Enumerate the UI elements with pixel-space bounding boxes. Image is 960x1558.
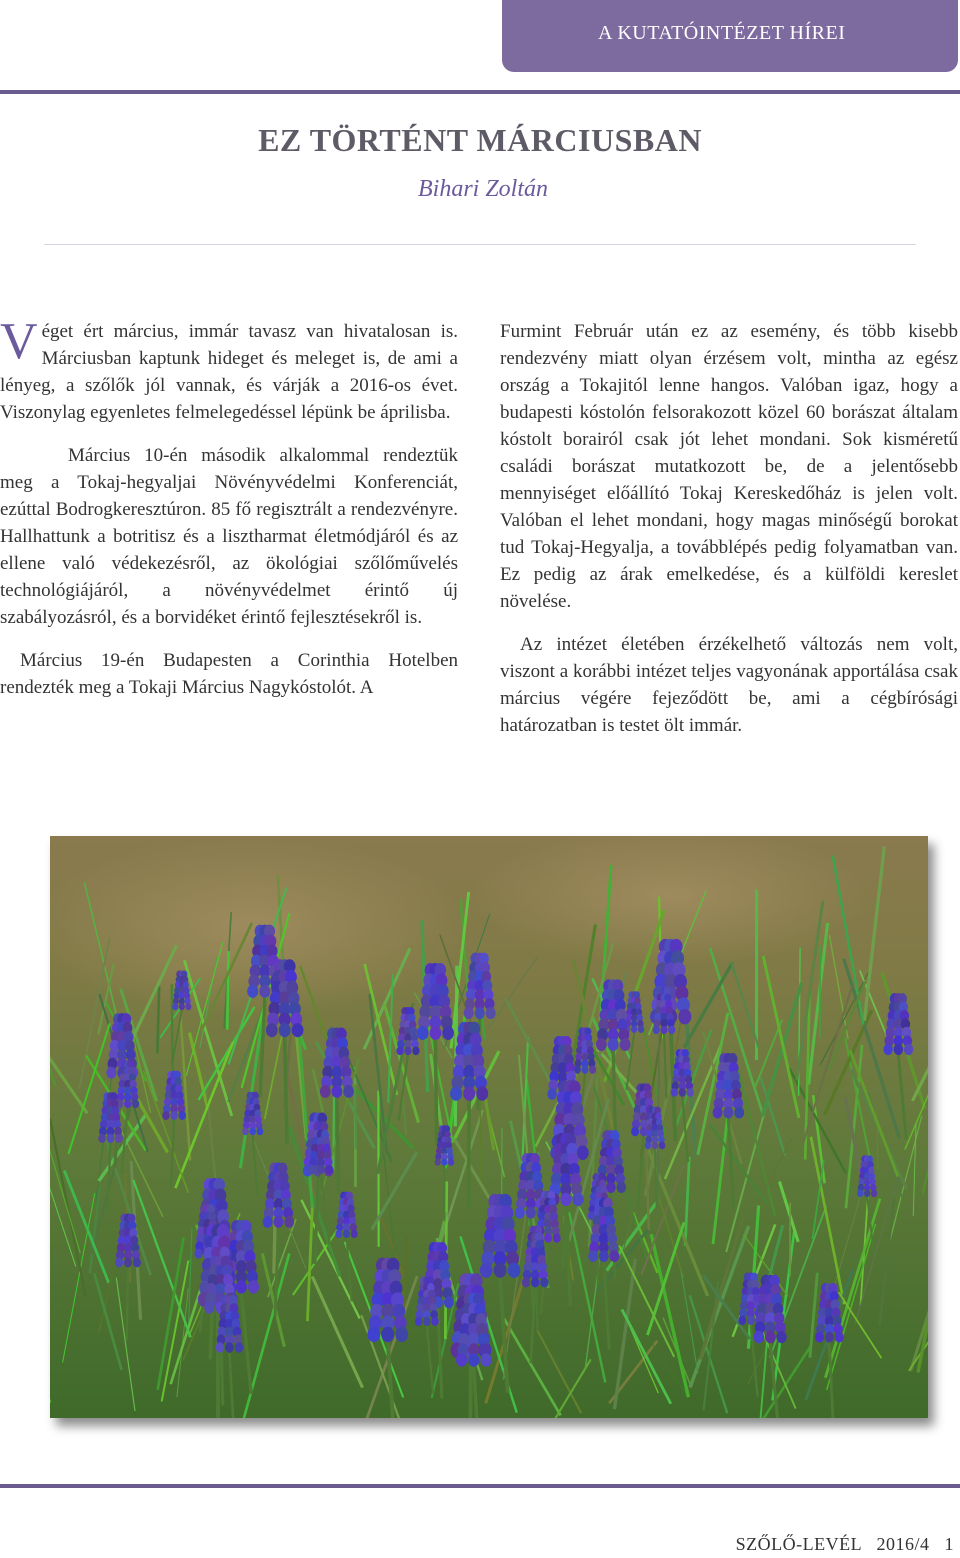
section-header-tab <box>502 0 958 72</box>
title-divider <box>44 244 916 245</box>
article-column-left <box>0 313 458 717</box>
photo-illustration <box>50 836 928 1418</box>
paragraph-conference: Március 10-én második alkalommal rendeztük meg a Tokaj-hegyaljai Növényvédelmi Konferenciát, ezúttal Bodrogkeresztúron. 85 fő regisztrált a rendezvényre. Hallhattunk a botritisz és a lisztharmat életmódjáról és az ellene való védekezésről, az ökológiai szőlőművelés technológiájáról, a növényvédelmet érintő új szabályozásról, és a borvidéket érintő fejlesztésekről is. <box>0 445 458 628</box>
paragraph-intro-text: éget ért március, immár tavasz van hivatalosan is. Márciusban kaptunk hideget és meleget is, de ami a lényeg, a szőlők jól vannak, és várják a 2016-os évet. Viszonylag egyenletes felmelegedéssel lépünk be áprilisba. <box>0 321 458 423</box>
section-header-label: A KUTATÓINTÉZET HÍREI <box>598 22 846 44</box>
page-footer <box>726 1534 954 1555</box>
top-divider <box>0 90 960 94</box>
footer-page-number: 1 <box>944 1534 954 1554</box>
article-title: EZ TÖRTÉNT MÁRCIUSBAN <box>258 122 702 158</box>
grass-blade <box>355 1085 356 1149</box>
paragraph-furmint: Furmint Február után ez az esemény, és több kisebb rendezvény miatt olyan érzésem volt, mintha az egész ország a Tokajitól lenne hangos. Valóban igaz, hogy a budapesti kóstolón felsorakozott közel 60 borászat általam kóstolt borairól csak jót lehet mondani. Sok kisméretű családi borászat mutatkozott be, de a jelentősebb mennyiséget előállító Tokaj Kereskedőház is jelen volt. Valóban el lehet mondani, hogy magas minőségű borokat tud Tokaj-Hegyalja, a továbblépés pedig folyamatban van. Ez pedig az árak emelkedése, és a külföldi kereslet növelése. <box>500 321 958 612</box>
article-author: Bihari Zoltán <box>417 176 549 202</box>
drop-cap: V <box>0 313 38 370</box>
article-column-right <box>500 318 958 755</box>
paragraph-tasting: Március 19-én Budapesten a Corinthia Hotelben rendezték meg a Tokaji Március Nagykóstolót. A <box>0 650 458 698</box>
paragraph-institute: Az intézet életében érzékelhető változás nem volt, viszont a korábbi intézet teljes vagyonának apportálása csak március végére fejeződött be, ami a cégbírósági határozatban is testet ölt immár. <box>500 634 958 736</box>
grass-blade <box>227 951 228 1029</box>
grape-hyacinth-photo <box>50 836 928 1418</box>
footer-issue: 2016/4 <box>876 1534 930 1554</box>
footer-publication: SZŐLŐ-LEVÉL <box>735 1534 862 1554</box>
paragraph-intro <box>0 313 458 426</box>
bottom-divider <box>0 1484 960 1488</box>
